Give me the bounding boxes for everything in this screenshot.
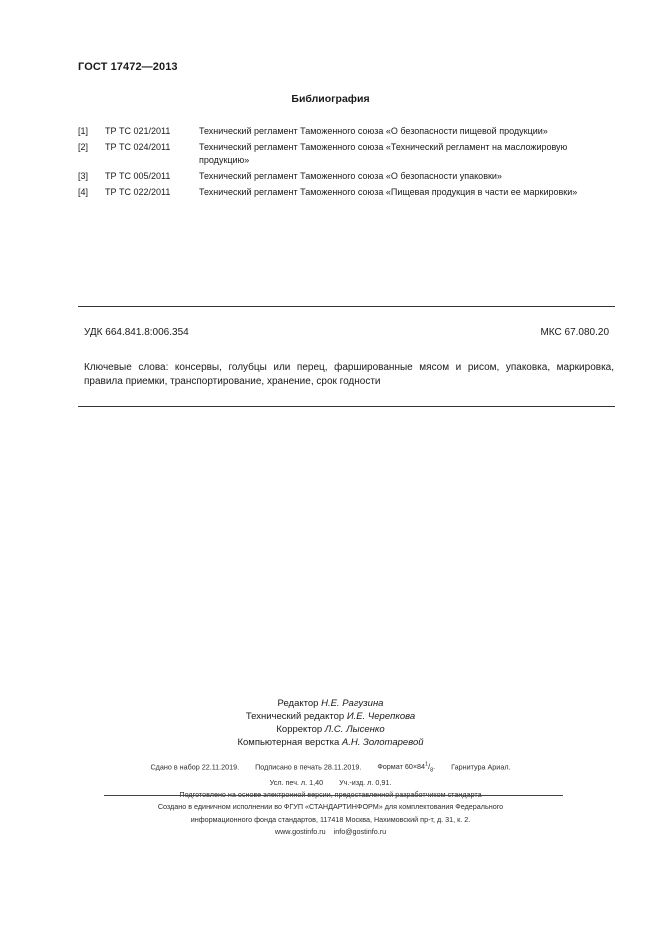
bibliography-title: Библиография [291, 93, 370, 105]
entry-number: [3] [78, 171, 89, 181]
imprint-prepared: Подготовлено на основе электронной версии, предоставленной разработчиком стандарта [179, 789, 482, 799]
publisher-block [0, 801, 661, 839]
udk-code: УДК 664.841.8:006.354 [84, 327, 189, 338]
imprint-print-sheets: Усл. печ. л. 1,40 [269, 778, 324, 788]
credits-block [0, 697, 661, 749]
bibliography-entry [78, 141, 618, 167]
credit-tech-editor [0, 710, 661, 723]
imprint-publisher-sheets: Уч.-изд. л. 0,91. [339, 778, 392, 788]
mks-code: МКС 67.080.20 [540, 327, 609, 338]
imprint-font: Гарнитура Ариал. [451, 762, 511, 772]
credit-role: Редактор [277, 698, 319, 709]
credit-layout [0, 736, 661, 749]
format-sub: 8 [430, 767, 434, 774]
top-divider [78, 306, 615, 307]
entry-text: Технический регламент Таможенного союза «Пищевая продукция в части ее маркировки» [199, 187, 578, 197]
entry-number: [2] [78, 142, 89, 152]
imprint-line-1 [0, 760, 661, 777]
entry-number: [4] [78, 187, 89, 197]
imprint-divider [104, 795, 563, 796]
entry-text: Технический регламент Таможенного союза «О безопасности пищевой продукции» [199, 126, 548, 136]
publisher-line-2: информационного фонда стандартов, 117418 Москва, Нахимовский пр-т, д. 31, к. 2. [190, 814, 471, 824]
entry-code: ТР ТС 005/2011 [105, 171, 171, 181]
credit-role: Компьютерная верстка [237, 737, 340, 748]
entry-code: ТР ТС 021/2011 [105, 126, 171, 136]
publisher-email[interactable]: info@gostinfo.ru [333, 827, 387, 836]
imprint-submitted: Сдано в набор 22.11.2019. [150, 762, 240, 772]
bibliography-entry [78, 125, 618, 138]
credit-role: Технический редактор [245, 711, 345, 722]
bibliography-entry [78, 170, 618, 183]
format-prefix: Формат 60×84 [377, 762, 426, 772]
credit-editor [0, 697, 661, 710]
credit-name: Н.Е. Рагузина [321, 698, 384, 709]
bibliography-entry [78, 186, 618, 199]
entry-number: [1] [78, 126, 89, 136]
imprint-format: Формат $60\times 84^1/_8$. [377, 762, 436, 774]
entry-code: ТР ТС 024/2011 [105, 142, 171, 152]
credit-role: Корректор [276, 724, 323, 735]
credit-name: А.Н. Золотаревой [341, 737, 424, 748]
entry-text: Технический регламент Таможенного союза «О безопасности упаковки» [199, 171, 502, 181]
publisher-line-1: Создано в единичном исполнении во ФГУП «СТАНДАРТИНФОРМ» для комплектования Федерального [157, 802, 504, 811]
imprint-signed: Подписано в печать 28.11.2019. [255, 762, 362, 772]
credit-corrector [0, 723, 661, 736]
entry-code: ТР ТС 022/2011 [105, 187, 171, 197]
keywords-paragraph: Ключевые слова: консервы, голубцы или перец, фаршированные мясом и рисом, упаковка, маркировка, правила приемки, транспортирование, хранение, срок годности [84, 362, 614, 387]
imprint-line-2 [0, 777, 661, 789]
publisher-contacts [0, 826, 661, 839]
entry-text: Технический регламент Таможенного союза «Технический регламент на масложировую продукцию» [199, 142, 568, 165]
standard-number-header: ГОСТ 17472—2013 [78, 61, 178, 73]
credit-name: И.Е. Черепкова [346, 711, 416, 722]
bibliography-list [78, 125, 618, 202]
publisher-website[interactable]: www.gostinfo.ru [274, 827, 326, 836]
bottom-divider [78, 406, 615, 407]
format-sup: 1 [425, 762, 429, 768]
credit-name: Л.С. Лысенко [324, 724, 385, 735]
